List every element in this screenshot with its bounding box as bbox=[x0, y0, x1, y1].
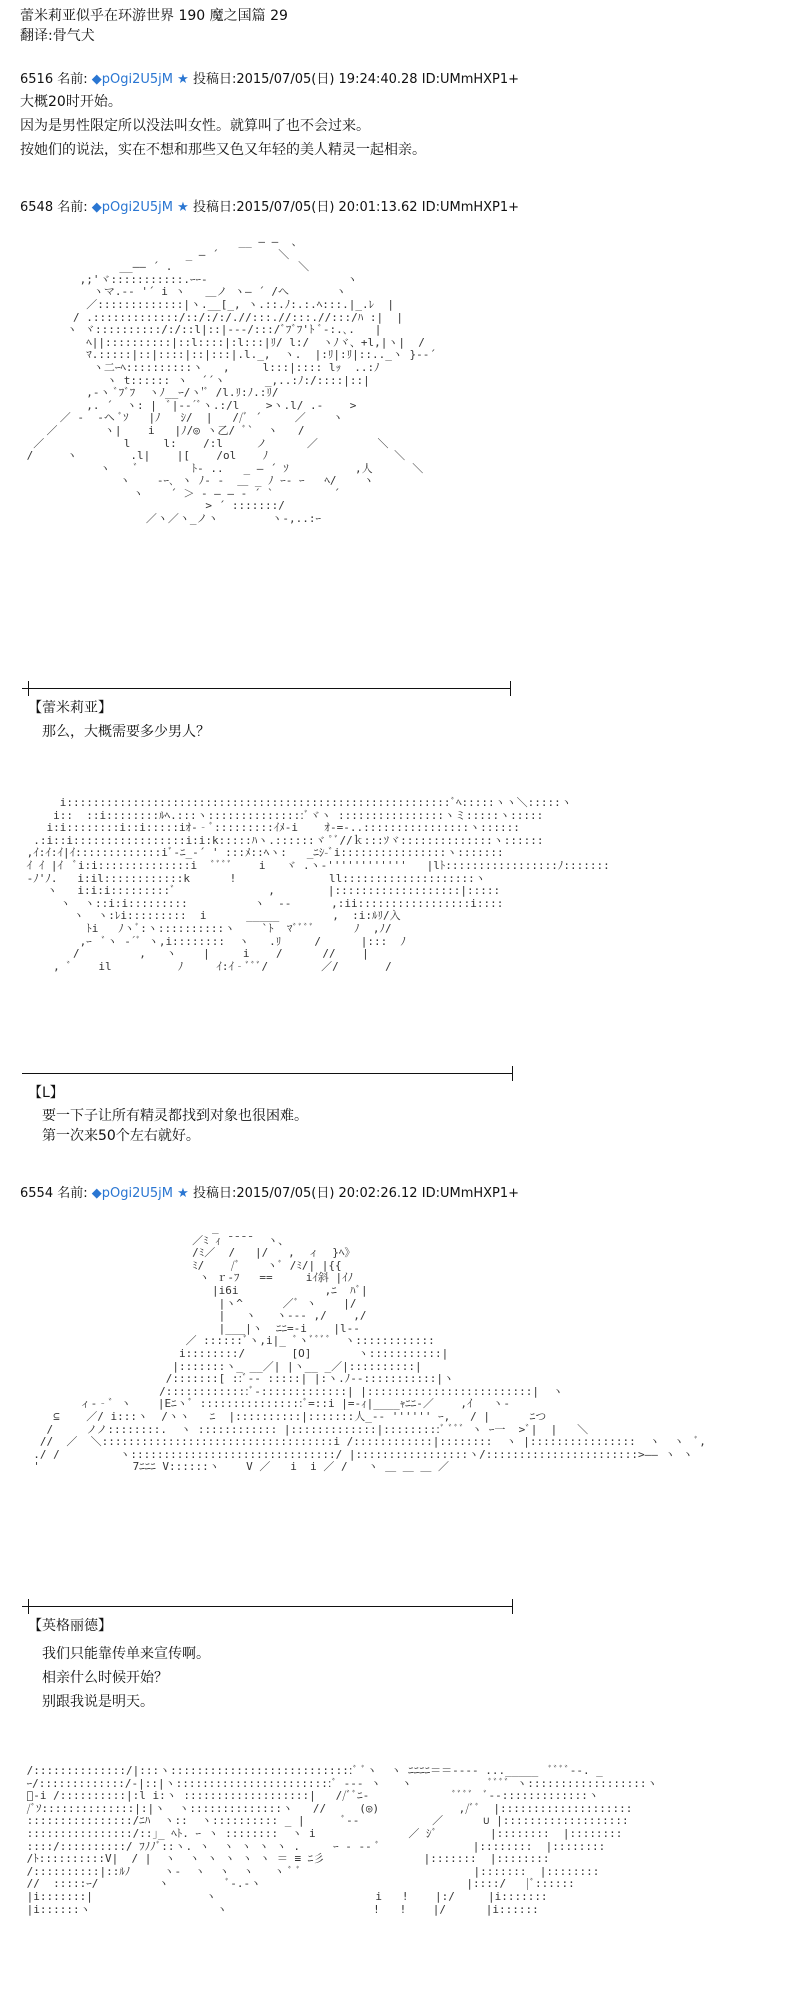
name-label: 名前: bbox=[57, 1186, 88, 1201]
dialogue-line: 相亲什么时候开始？ bbox=[42, 1670, 168, 1686]
poster-id: ID:UMmHXP1+ bbox=[421, 1186, 520, 1201]
divider-cross-left bbox=[28, 681, 29, 696]
dialogue-line: 别跟我说是明天。 bbox=[42, 1694, 154, 1710]
translator-credit: 翻译:骨气犬 bbox=[20, 28, 95, 44]
dialogue-line: 第一次来50个左右就好。 bbox=[42, 1128, 200, 1144]
poster-name[interactable]: ◆pOgi2U5jM bbox=[91, 1186, 173, 1201]
poster-id: ID:UMmHXP1+ bbox=[421, 200, 520, 215]
post-date: 投稿日:2015/07/05(日) 19:24:40.28 bbox=[192, 72, 418, 87]
page-title: 蕾米莉亚似乎在环游世界 190 魔之国篇 29 bbox=[20, 8, 288, 24]
divider-line bbox=[22, 1073, 512, 1074]
post-line: 大概20时开始。 bbox=[20, 94, 122, 110]
post-date: 投稿日:2015/07/05(日) 20:01:13.62 bbox=[192, 200, 418, 215]
ascii-art-bottom: /::::::::::::::/|:::ヽ::::::::::::::::::::::::::::ﾞ ﾞヽ ヽ ﾆﾆﾆﾆ＝＝‐‐‐‐ ..._____ ﾞﾞﾞﾞ‐-. _ ｰ/:::::::::::::/-|::|ヽ::::::::::::::::::::::::ﾞ ‐‐- ヽ ヽ ﾞﾞﾞﾞ ヽ::::::::::::::::::ヽ ﾞ‐i /::::::::::|:l i:ヽ :::::::::::::::::::| //ﾞﾞﾆ‐ ﾞﾞﾞﾞ ﾞ-‐:::::::::::::ヽ /ﾞｿ::::::::::::::|:|ヽ ヽ::::::::::::::ヽ // (◎) ,/ﾞﾞ |:::::::::::::::::::: ::::::::::::::::/ﾆﾊ ヽ:: ヽ:::::::::: _ | ﾞ-‐ ／ ∪ |::::::::::::::::::: ::::::::::::::::/::｣_ ﾍﾄ. ｰ ヽ :::::::: ヽ i ／ ｼﾞ |:::::::: |:::::::: ::::/::::::::::/ ﾌﾉﾉﾞ::ヽ. ヽ ヽ ヽ ヽ ヽ . ｰ ‐ ‐‐ ﾞ |:::::::: |:::::::: /ﾄ::::::::::V| / | ヽ ヽ ヽ ヽ ヽ ヽ ＝ ≡ ﾆ彡 |::::::: |:::::::: /::::::::::|::ﾙﾉ ヽ‐ ヽ ヽ ヽ ヽ ﾞ ﾞ |::::::: |:::::::: // :::::ｰ/ ヽ ﾞ‐.-ヽ |::::/ |ﾞ:::::: |i:::::::| ヽ i ! |:/ |i::::::: |i::::::ヽ ヽ ! ! |/ |i:::::: bbox=[20, 1764, 658, 1916]
post-number: 6548 bbox=[20, 200, 54, 215]
divider-cross-right bbox=[510, 681, 511, 696]
poster-name[interactable]: ◆pOgi2U5jM bbox=[91, 200, 173, 215]
divider-cross-right bbox=[512, 1599, 513, 1614]
divider-cross-left bbox=[28, 1599, 29, 1614]
post-header bbox=[20, 1184, 519, 1204]
divider-line bbox=[22, 688, 510, 689]
post-header bbox=[20, 198, 519, 218]
post-number: 6516 bbox=[20, 72, 54, 87]
poster-name[interactable]: ◆pOgi2U5jM bbox=[91, 72, 173, 87]
poster-id: ID:UMmHXP1+ bbox=[421, 72, 520, 87]
name-label: 名前: bbox=[57, 200, 88, 215]
speaker-label: 【L】 bbox=[28, 1085, 64, 1101]
star-icon: ★ bbox=[177, 72, 189, 87]
post-header bbox=[20, 70, 519, 90]
dialogue-line: 那么，大概需要多少男人？ bbox=[42, 724, 210, 740]
post-date: 投稿日:2015/07/05(日) 20:02:26.12 bbox=[192, 1186, 418, 1201]
dialogue-line: 要一下子让所有精灵都找到对象也很困难。 bbox=[42, 1108, 308, 1124]
ascii-art-remilia: __ ― ― 、 _ ― ´ ＼ __―― ´ . ＼ ,;'ヾ:::::::::::.ｰｰ- ヽ ヽマ.-‐ '´ i ヽ ＿ノ ヽ― ´ /へ ヽ ／:::::::::::::|ヽ.__[_, ヽ.::.ﾉ:.:.ﾍ:::.|_.ﾚ | / .:::::::::::::/::/:/:/.//:::.//:::.//:::/ﾊ :| | ヽ ヾ::::::::::/:/::l|::|-‐-/:::/ﾞﾌﾞﾌ'ﾄ ﾞ-:.､. | ﾍ||::::::::::|::l::::|:l:::|ﾘ/ l:/ ヽﾉヾ、+l,|ヽ| / ﾏ.:::::|::|::::|::|:::|.l._, ヽ. |:ﾘ|:ﾘ|::.._ヽ }-‐´ ヽ二ｰﾍ::::::::::ヽ , l:::|:::: lｯ ..:ﾉ ヽ t:::::: ヽ ´´ヽ _,..:ﾉ:/::::|::| ,‐ヽ ﾞﾌﾞﾌ ヽﾉ__ｰ/ヽ'ﾞ /l.ﾘ:ﾉ.:ﾘ/ ,. ´ ヽ: | ﾞ|-‐´ﾞヽ.:/l >ヽ.l/ .- > ／ ‐ ‐ヘ ﾞｿ |ﾉ ｼ/ | //ﾞ ´ ／ ヽ ／ ヽ| i |ﾉ/◎ ヽ乙/ ﾞ` ヽ / ／ l l: /:l ノ ／ ＼ / ヽ .l| |[ /ol ﾉ ＼ ヽ ﾞ ﾄ- .. _ ― ´ ｿ ,人 ＼ ヽ -ｰ､ ヽ ﾉ- - ＿ _ ﾉ ｰ‐ ｰ ﾍ/ ヽ ヽ ´ ＞ ‐ ― ― ‐ ´ ` ´ > ´ :::::::/ ／ヽ／ヽ_ノヽ ヽ-,..:ｰ bbox=[26, 235, 436, 526]
star-icon: ★ bbox=[177, 200, 189, 215]
name-label: 名前: bbox=[57, 72, 88, 87]
star-icon: ★ bbox=[177, 1186, 189, 1201]
divider-cross-right bbox=[512, 1066, 513, 1081]
post-number: 6554 bbox=[20, 1186, 54, 1201]
speaker-label: 【英格丽德】 bbox=[28, 1618, 112, 1634]
ascii-art-l: i::::::::::::::::::::::::::::::::::::::::::::::::::::::::::ﾞﾍ:::::ヽヽ＼:::::ヽ i:: ::i::::::::ﾙﾍ.:::ヽ:::::::::::::::ﾞヾヽ ::::::::::::::::ヽミ:::::ヽ::::: i:i::::::::i::i:::::iｵ-‐ﾞ:::::::::ｲﾒ-i ｵ-=-..::::::::::::::::ヽ:::::: .:i::i:::::::::::::::::i:i:k:::::ﾊヽ.::::::ヾ ﾟﾞ//ｋ:::ｿヾ::::::::::::::ヽ:::::: ,ｲ:ｲ:ｲ|ｲ:::::::::::::iﾞ‐ﾆ_‐´ ' :::ﾒ::ﾍヽ: _ﾆｼ-ﾞi::::::::::::::::ヽ::::::: ｲ ｲ |ｲ ﾞi:i::::::::::::::i ﾞﾞﾞﾞ i ヾ .ヽ-'''''''''''' |lﾄ:::::::::::::::::ﾉ::::::: ‐ﾉ'ﾉ. i:il::::::::::::k ! ll::::::::::::::::::::ヽ ヽ i:i:i:::::::::ﾞ , |:::::::::::::::::::|::::: ヽ ヽ::i:i::::::::: ヽ ‐- ,:ii:::::::::::::::::i:::: ヽ ヽ:ﾚi::::::::: i _____ , :i:ﾙﾘ/入 ﾄi ﾉヽﾞ:ヽ::::::::::ヽ `ﾄ ﾏﾞﾞﾞﾞ ﾉ ,ﾉ/ ,ｰ ﾞヽ ‐´ﾞ ヽ,i:::::::: ヽ .ﾘ / |::: ﾉ / , ヽ | i / // | , ﾞ il ﾉ ｲ:ｲ‐ﾞﾞﾞ/ ／/ / bbox=[26, 796, 610, 973]
dialogue-line: 我们只能靠传单来宣传啊。 bbox=[42, 1646, 210, 1662]
divider-line bbox=[22, 1606, 512, 1607]
speaker-label: 【蕾米莉亚】 bbox=[28, 700, 112, 716]
post-line: 按她们的说法，实在不想和那些又色又年轻的美人精灵一起相亲。 bbox=[20, 142, 426, 158]
post-line: 因为是男性限定所以没法叫女性。就算叫了也不会过来。 bbox=[20, 118, 370, 134]
ascii-art-ingrid: _ ／ﾐ ｨ ̄ ̄ ̄ ̄ ヽ、 /ﾐ／ / |/ , ィ }ﾍ》 ﾐ/ /ﾞ ヽﾞ /ﾐ/| |{{ ヽ ｒ-ﾌ == iｲ斜 |ｲﾉ |i6i ,ﾆ ﾊﾞ| |ヽ^ ／ﾞ ヽ |/ | ヽ ヽ‐-‐ ,/ ,/ |___|ヽ ﾆﾆ=-i |l-‐ ／ ::::::ﾞヽ,i|_ ﾞヽﾞﾞﾞﾞ ヽ:::::::::::: i::::::::/ [O] ヽ:::::::::::| |:::::::ヽ_ __／| |ヽ__ _／|::::::::::| /:::::::[ ::ﾞ-‐ :::::| |:ヽ.ﾉ-‐:::::::::::|ヽ /:::::::::::::ﾞ‐:::::::::::::| |:::::::::::::::::::::::::| ヽ ィ-‐ﾞ ヽ |Eﾆヽﾞ ::::::::::::::::ﾞ=::i |=-ｨ|____ｬﾆﾆ-／ ,ｲ ヽ‐ ⊆ ／/ i:::ヽ /ヽヽ ﾆ |::::::::::|:::::::人_‐‐ '''''' ｰ, / | ﾆつ / ノノ::::::::. ヽ :::::::::::: |:::::::::::::|:::::::::ﾞ ﾞﾞﾞ ヽ ｰ一 >ﾞ| | ＼ // ／ ＼:::::::::::::::::::::::::::::::::::i /::::::::::::|:::::::: ヽ |:::::::::::::::: ヽ ヽ ﾞ, ./ / ヽ:::::::::::::::::::::::::::::::/ |:::::::::::::::::ヽ/:::::::::::::::::::::::>―― ヽ ヽ ' 7ﾆﾆﾆ V::::::ヽ V ／ i i ／ / ヽ ＿ ＿ ＿ ／ bbox=[33, 1221, 706, 1474]
